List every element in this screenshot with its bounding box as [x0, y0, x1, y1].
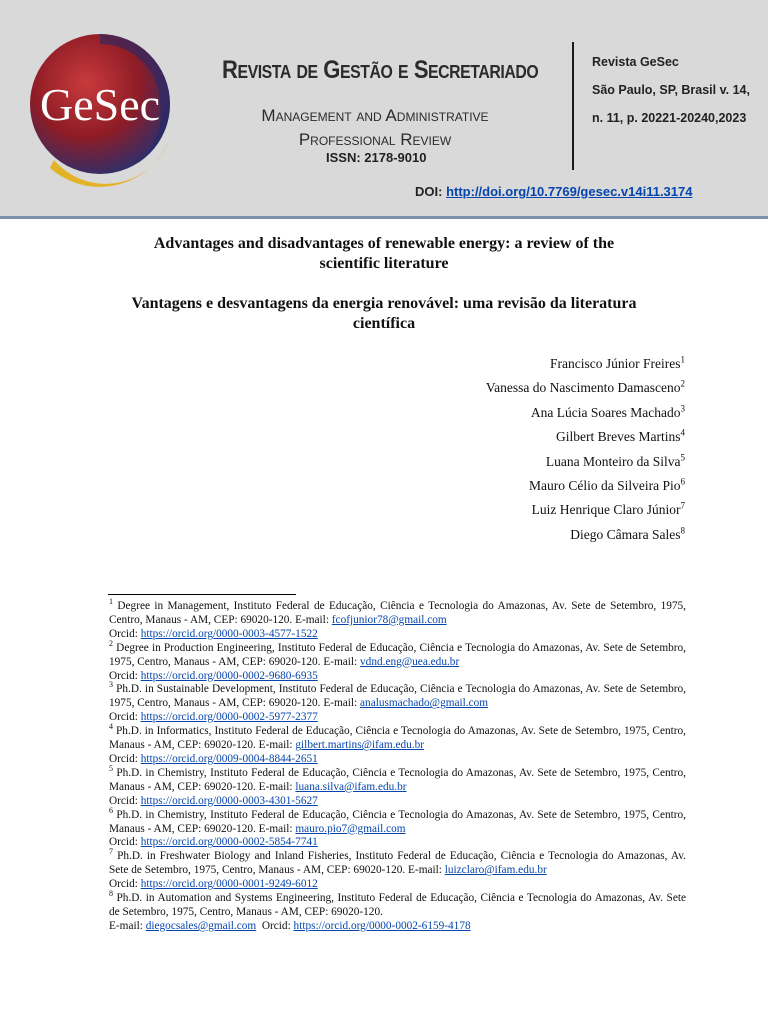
- footnote-text: Degree in Production Engineering, Instituto Federal de Educação, Ciência e Tecnologia do Amazonas, Av. Sete de Setembro, 1975, Centro, Manaus - AM, CEP: 69020-120. E-mail:: [109, 641, 686, 668]
- author-name: [486, 352, 685, 376]
- email-link[interactable]: analusmachado@gmail.com: [360, 697, 489, 710]
- doi-link[interactable]: http://doi.org/10.7769/gesec.v14i11.3174: [446, 184, 693, 199]
- author-name-text: Luiz Henrique Claro Júnior: [531, 502, 681, 518]
- footnote: [109, 805, 686, 851]
- footnote-text: Ph.D. in Chemistry, Instituto Federal de Educação, Ciência e Tecnologia do Amazonas, Av. Sete de Setembro, 1975, Centro, Manaus - AM, CEP: 69020-120. E-mail:: [109, 766, 686, 793]
- author-affiliation-marker: 7: [680, 500, 685, 511]
- author-affiliation-marker: 2: [680, 378, 685, 389]
- email-link[interactable]: mauro.pio7@gmail.com: [295, 822, 406, 835]
- orcid-label: Orcid:: [109, 627, 141, 640]
- subtitle-line-1: Management and Administrative: [261, 106, 489, 125]
- orcid-link[interactable]: https://orcid.org/0000-0002-5854-7741: [140, 836, 318, 849]
- orcid-link[interactable]: https://orcid.org/0009-0004-8844-2651: [140, 752, 318, 765]
- logo-text: GeSec: [39, 79, 161, 130]
- author-name-text: Francisco Júnior Freires: [550, 356, 681, 371]
- citation-issue-pages: n. 11, p. 20221-20240,2023: [592, 111, 747, 125]
- footnote-number: 4: [109, 722, 113, 732]
- title-english-line-2: scientific literature: [319, 255, 449, 272]
- footnote-number: 6: [109, 805, 113, 815]
- author-affiliation-marker: 8: [680, 525, 685, 536]
- orcid-link[interactable]: https://orcid.org/0000-0003-4301-5627: [140, 794, 318, 807]
- title-portuguese: [100, 294, 668, 334]
- footnote: [109, 680, 686, 725]
- orcid-label: Orcid:: [256, 919, 294, 932]
- orcid-link[interactable]: https://orcid.org/0000-0003-4577-1522: [140, 627, 318, 640]
- footnote: [109, 597, 686, 642]
- author-name: [486, 474, 685, 498]
- footnote-text: Ph.D. in Automation and Systems Engineering, Instituto Federal de Educação, Ciência e Tecnologia do Amazonas, Av. Sete de Setembro, 1975, Centro, Manaus - AM, CEP: 69020-120.: [109, 892, 686, 918]
- footnote-separator: [108, 594, 296, 595]
- email-link[interactable]: fcofjunior78@gmail.com: [331, 613, 447, 626]
- footnote: [109, 889, 686, 934]
- footnote: [109, 847, 686, 892]
- doi-label: DOI:: [415, 184, 443, 199]
- footnote-number: 5: [109, 764, 113, 774]
- author-name: [486, 425, 685, 449]
- citation-journal: Revista GeSec: [592, 55, 679, 69]
- orcid-label: Orcid:: [109, 878, 141, 891]
- footnote: [109, 722, 686, 767]
- journal-subtitle: [205, 104, 545, 152]
- orcid-label: Orcid:: [109, 711, 141, 724]
- footnote: [109, 638, 686, 684]
- footnote-number: 3: [109, 680, 113, 690]
- orcid-label: Orcid:: [109, 794, 141, 807]
- author-list: [486, 352, 685, 547]
- author-affiliation-marker: 4: [680, 427, 685, 438]
- footnote-text: Ph.D. in Chemistry, Instituto Federal de Educação, Ciência e Tecnologia do Amazonas, Av. Sete de Setembro, 1975, Centro, Manaus - AM, CEP: 69020-120. E-mail:: [109, 808, 686, 835]
- email-link[interactable]: luana.silva@ifam.edu.br: [295, 780, 407, 793]
- author-name-text: Ana Lúcia Soares Machado: [530, 404, 681, 420]
- footnote-number: 8: [109, 889, 113, 899]
- footnote-text: Ph.D. in Informatics, Instituto Federal de Educação, Ciência e Tecnologia do Amazonas, Av. Sete de Setembro, 1975, Centro, Manaus - AM, CEP: 69020-120. E-mail:: [109, 725, 686, 752]
- doi: [415, 184, 692, 199]
- footnote-number: 7: [109, 847, 113, 857]
- author-name-text: Vanessa do Nascimento Damasceno: [485, 380, 681, 396]
- author-name-text: Luana Monteiro da Silva: [545, 453, 681, 469]
- title-portuguese-line-2: científica: [352, 315, 416, 332]
- author-name: [486, 450, 685, 474]
- author-affiliation-marker: 1: [680, 354, 685, 365]
- author-name: [486, 523, 685, 547]
- author-affiliation-marker: 3: [680, 403, 685, 414]
- footnotes: [109, 597, 686, 934]
- journal-title: Revista de Gestão e Secretariado: [222, 56, 539, 84]
- author-name-text: Diego Câmara Sales: [570, 526, 681, 542]
- footnote-number: 2: [109, 638, 113, 648]
- orcid-label: Orcid:: [109, 669, 141, 682]
- author-affiliation-marker: 5: [680, 452, 685, 463]
- subtitle-line-2: Professional Review: [298, 130, 452, 149]
- gesec-logo: [20, 28, 180, 188]
- header-vertical-divider: [572, 42, 574, 170]
- email-label: E-mail:: [109, 919, 146, 932]
- author-name-text: Gilbert Breves Martins: [556, 429, 681, 445]
- orcid-link[interactable]: https://orcid.org/0000-0001-9249-6012: [140, 878, 318, 891]
- author-name: [486, 498, 685, 522]
- orcid-label: Orcid:: [109, 836, 141, 849]
- footnote-text: Ph.D. in Sustainable Development, Instituto Federal de Educação, Ciência e Tecnologia do Amazonas, Av. Sete de Setembro, 1975, Centro, Manaus - AM, CEP: 69020-120. E-mail:: [109, 683, 686, 710]
- citation-location-volume: São Paulo, SP, Brasil v. 14,: [592, 83, 750, 97]
- title-english: [100, 234, 668, 274]
- footnote-text: Ph.D. in Freshwater Biology and Inland Fisheries, Instituto Federal de Educação, Ciência e Tecnologia do Amazonas, Av. Sete de Setembro, 1975, Centro, Manaus - AM, CEP: 69020-120. E-mail:: [109, 850, 686, 877]
- email-link[interactable]: diegocsales@gmail.com: [145, 919, 257, 932]
- title-portuguese-line-1: Vantagens e desvantagens da energia renovável: uma revisão da literatura: [131, 295, 637, 312]
- email-link[interactable]: gilbert.martins@ifam.edu.br: [295, 739, 425, 752]
- footnote: [109, 764, 686, 809]
- author-name: [486, 401, 685, 425]
- author-name-text: Mauro Célio da Silveira Pio: [529, 477, 681, 493]
- title-english-line-1: Advantages and disadvantages of renewable energy: a review of the: [153, 235, 615, 252]
- orcid-link[interactable]: https://orcid.org/0000-0002-6159-4178: [293, 919, 471, 932]
- issn: ISSN: 2178-9010: [326, 150, 427, 165]
- email-link[interactable]: luizclaro@ifam.edu.br: [444, 864, 547, 877]
- email-link[interactable]: vdnd.eng@uea.edu.br: [360, 655, 460, 668]
- footnote-number: 1: [109, 597, 113, 607]
- author-name: [486, 376, 685, 400]
- orcid-link[interactable]: https://orcid.org/0000-0002-9680-6935: [140, 669, 318, 682]
- orcid-link[interactable]: https://orcid.org/0000-0002-5977-2377: [140, 711, 318, 724]
- header-divider: [0, 216, 768, 219]
- footnote-text: Degree in Management, Instituto Federal de Educação, Ciência e Tecnologia do Amazonas, Av. Sete de Setembro, 1975, Centro, Manaus - AM, CEP: 69020-120. E-mail:: [109, 600, 686, 626]
- citation-block: [592, 48, 750, 132]
- author-affiliation-marker: 6: [680, 476, 685, 487]
- orcid-label: Orcid:: [109, 752, 141, 765]
